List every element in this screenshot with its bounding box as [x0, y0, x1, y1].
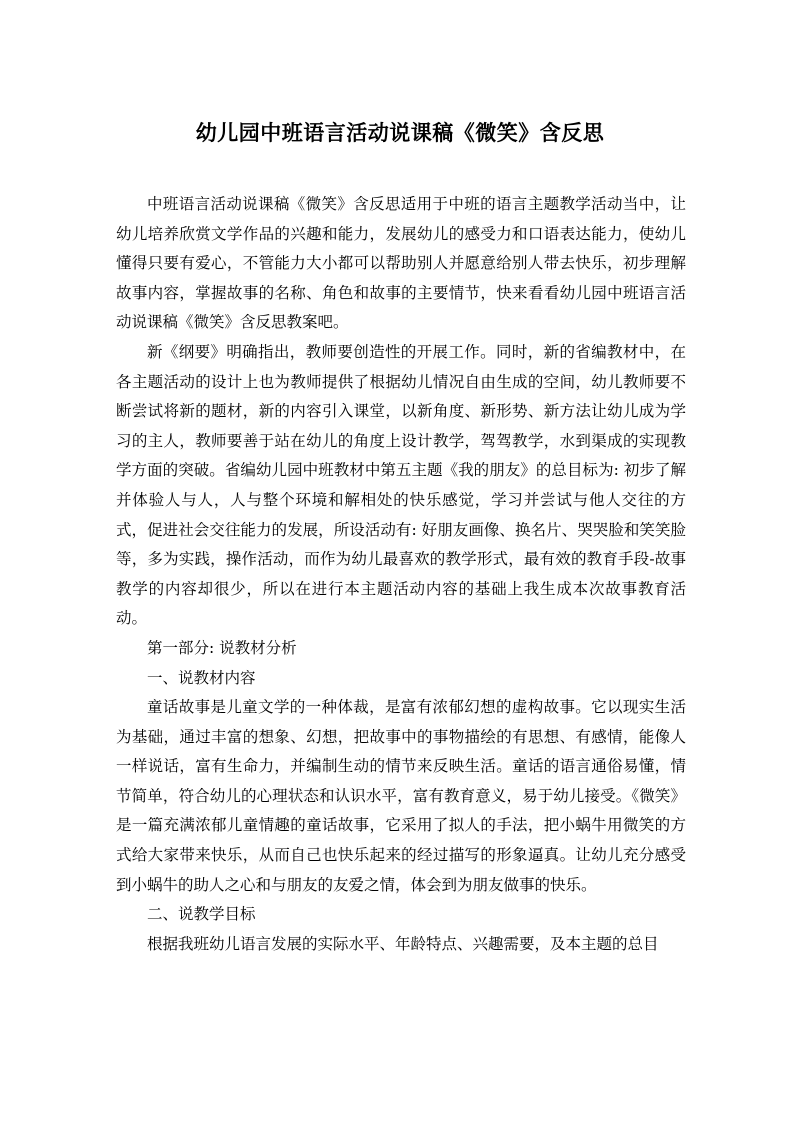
- paragraph-goals: 根据我班幼儿语言发展的实际水平、年龄特点、兴趣需要，及本主题的总目: [147, 934, 659, 953]
- subsection-heading-content: 一、说教材内容: [147, 668, 256, 687]
- document-title: 幼儿园中班语言活动说课稿《微笑》含反思: [195, 120, 605, 145]
- paragraph-guideline: 新《纲要》明确指出，教师要创造性的开展工作。同时，新的省编教材中，在各主题活动的设计上也为教师提供了根据幼儿情况自由生成的空间，幼儿教师要不断尝试将新的题材，新的内容引入课堂，以新角度、新形势、新方法让幼儿成为学习的主人，教师要善于站在幼儿的角度上设计教学，驾驾教学，水到渠成的实现教学方面的突破。省编幼儿园中班教材中第五主题《我的朋友》的总目标为: 初步了解并体验人与人，人与整个环境和解相处的快乐感觉，学习并尝试与他人交往的方式，促进社会交往能力的发展，所设活动有: 好朋友画像、换名片、哭哭脸和笑笑脸等，多为实践，操作活动，而作为幼儿最喜欢的教学形式，最有效的教育手段-故事教学的内容却很少，所以在进行本主题活动内容的基础上我生成本次故事教育活动。: [116, 342, 686, 628]
- subsection-heading-goals: 二、说教学目标: [147, 905, 256, 924]
- paragraph-intro: 中班语言活动说课稿《微笑》含反思适用于中班的语言主题教学活动当中，让幼儿培养欣赏文学作品的兴趣和能力，发展幼儿的感受力和口语表达能力，使幼儿懂得只要有爱心，不管能力大小都可以帮助别人并愿意给别人带去快乐，初步理解故事内容，掌握故事的名称、角色和故事的主要情节，快来看看幼儿园中班语言活动说课稿《微笑》含反思教案吧。: [116, 195, 686, 332]
- document-body: [116, 190, 686, 959]
- paragraph-fairy-tale: 童话故事是儿童文学的一种体裁，是富有浓郁幻想的虚构故事。它以现实生活为基础，通过丰富的想象、幻想，把故事中的事物描绘的有思想、有感情，能像人一样说话，富有生命力，并编制生动的情节来反映生活。童话的语言通俗易懂，情节简单，符合幼儿的心理状态和认识水平，富有教育意义，易于幼儿接受。《微笑》是一篇充满浓郁儿童情趣的童话故事，它采用了拟人的手法，把小蜗牛用微笑的方式给大家带来快乐，从而自己也快乐起来的经过描写的形象逼真。让幼儿充分感受到小蜗牛的助人之心和与朋友的友爱之情，体会到为朋友做事的快乐。: [116, 698, 686, 894]
- section-heading-part-one: 第一部分: 说教材分析: [147, 638, 297, 657]
